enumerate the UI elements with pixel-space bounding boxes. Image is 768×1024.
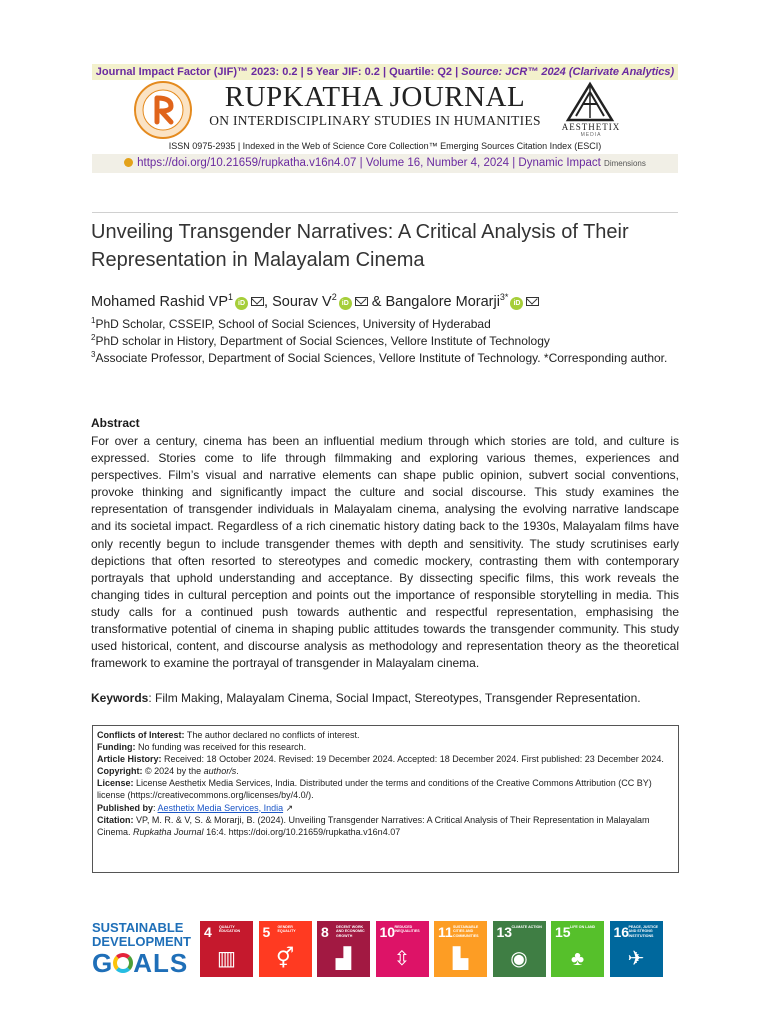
article-title-line2: Representation in Malayalam Cinema xyxy=(91,249,425,271)
email-icon[interactable] xyxy=(355,297,368,306)
sdg-tile-11 xyxy=(434,921,487,977)
affiliation-3: $^3$Associate Professor, Department of Social Sciences, Vellore Institute of Technology. *Corresponding author. xyxy=(91,350,668,365)
impact-factor-text: Journal Impact Factor (JIF)™ 2023: 0.2 | 5 Year JIF: 0.2 | Quartile: Q2 | xyxy=(95,66,462,78)
doi-banner xyxy=(92,154,678,173)
issn-indexing-line: ISSN 0975-2935 | Indexed in the Web of Science Core Collection™ Emerging Sources Citation Index (ESCI) xyxy=(168,141,602,151)
sdg-tile-13 xyxy=(493,921,546,977)
license-row: License: License Aesthetix Media Services, India. Distributed under the terms and conditions of the Creative Commons Attribution (CC BY) license (https://creativecommons.org/licenses/by/4.0/). xyxy=(97,778,652,801)
dimensions-badge[interactable]: Dimensions xyxy=(604,159,646,168)
author-affil-sup: 3* xyxy=(499,292,509,302)
sdg-tile-label: GENDER EQUALITY xyxy=(277,925,296,934)
email-icon[interactable] xyxy=(251,297,264,306)
sdg-tile-label: LIFE ON LAND xyxy=(570,925,596,929)
doi-link[interactable]: https://doi.org/10.21659/rupkatha.v16n4.07 | Volume 16, Number 4, 2024 | Dynamic Impact xyxy=(137,157,601,169)
book-icon: ▥ xyxy=(217,948,236,970)
keywords-label: Keywords xyxy=(91,691,149,705)
external-link-icon: ↗ xyxy=(283,802,294,813)
orcid-icon[interactable]: iD xyxy=(339,297,352,310)
sdg-tile-label: CLIMATE ACTION xyxy=(511,925,542,929)
sdg-tile-number: 16 xyxy=(613,924,630,940)
author-name: Mohamed Rashid VP xyxy=(91,293,229,310)
orcid-icon[interactable]: iD xyxy=(235,297,248,310)
copyright-row: Copyright: © 2024 by the author/s. xyxy=(97,766,239,777)
growth-icon: ▟ xyxy=(335,948,352,970)
open-access-icon xyxy=(124,158,133,167)
sdg-tile-16 xyxy=(610,921,663,977)
journal-title: RUPKATHA JOURNAL xyxy=(224,81,526,113)
article-info-box xyxy=(92,725,679,873)
affiliation-2: $^2$PhD scholar in History, Department of Social Sciences, Vellore Institute of Technology xyxy=(91,333,550,348)
sdg-tile-number: 10 xyxy=(379,924,396,940)
abstract-text: For over a century, cinema has been an influential medium through which stories are told, and culture is expressed. Stories come to life through filmmaking and exploring various themes, experiences and perspectives. Film’s visual and narrative elements can shape public opinion, subvert social conventions, provoke thinking and significantly impact the culture and social discourse. This study examines the representation of transgender individuals in Malayalam cinema, analysing the evolving narrative landscape and its societal impact. Regardless of a rich cinematic history dating back to the 1930s, Malayalam films have only recently begun to include transgender themes with depth and sensitivity. The study scrutinises early depictions that often resorted to stereotypes and comedic mockery, contrasting them with contemporary portrayals that uphold understanding and acceptance. By dissecting specific films, this work reveals the changing tides in cultural perception and points out the importance of responsible storytelling in media. This study calls for a continued push towards authentic and respectful representation, emphasising the transformative potential of cinema in shaping public attitudes towards the transgender community. This study used historical, content, and discourse analysis as methodology and representation theory as the theoretical framework to examine the portrayal of transgender in Malayalam cinema. xyxy=(91,434,679,671)
sdg-tile-5 xyxy=(259,921,312,977)
tree-icon: ♣ xyxy=(570,948,585,970)
sdg-tile-number: 15 xyxy=(555,924,571,940)
keywords xyxy=(91,691,681,705)
sdg-tile-8 xyxy=(317,921,370,977)
sdg-tile-label: DECENT WORK AND ECONOMIC GROWTH xyxy=(336,925,365,938)
author-name: , Sourav V xyxy=(264,293,332,310)
sdg-tile-number: 5 xyxy=(262,924,271,940)
sdg-tile-label: PEACE, JUSTICE AND STRONG INSTITUTIONS xyxy=(628,925,659,938)
impact-factor-banner xyxy=(92,64,678,80)
sdg-tile-label: REDUCED INEQUALITIES xyxy=(394,925,420,934)
gender-icon: ⚥ xyxy=(275,948,295,970)
sdg-tile-number: 8 xyxy=(321,924,329,940)
impact-factor-source: Source: JCR™ 2024 (Clarivate Analytics) xyxy=(461,66,675,78)
email-icon[interactable] xyxy=(526,297,539,306)
dove-icon: ✈ xyxy=(627,948,645,970)
funding-row: Funding: No funding was received for this research. xyxy=(97,742,307,753)
sdg-tile-label: SUSTAINABLE CITIES AND COMMUNITIES xyxy=(453,925,479,938)
sdg-tile-number: 4 xyxy=(204,924,212,940)
sdg-wheel-icon xyxy=(113,953,133,973)
equality-icon: ⇳ xyxy=(393,948,411,970)
history-row: Article History: Received: 18 October 2024. Revised: 19 December 2024. Accepted: 18 December 2024. First published: 23 December 2024. xyxy=(97,754,664,765)
sdg-tile-10 xyxy=(376,921,429,977)
article-title xyxy=(91,218,681,274)
abstract-heading: Abstract xyxy=(91,416,140,430)
eye-icon: ◉ xyxy=(510,948,528,970)
sdg-tile-4 xyxy=(200,921,253,977)
article-title-line1: Unveiling Transgender Narratives: A Critical Analysis of Their xyxy=(91,221,629,243)
published-row: Published by: Aesthetix Media Services, India ↗ xyxy=(97,802,294,813)
conflicts-row: Conflicts of Interest: The author declared no conflicts of interest. xyxy=(97,730,360,740)
author-affil-sup: 2 xyxy=(331,292,337,302)
sdg-tile-number: 13 xyxy=(496,924,513,940)
publisher-link[interactable]: Aesthetix Media Services, India xyxy=(157,802,284,813)
sdg-logo: SUSTAINABLE DEVELOPMENT G ALS xyxy=(92,920,191,978)
header-divider xyxy=(92,212,678,213)
journal-subtitle: ON INTERDISCIPLINARY STUDIES IN HUMANITIES xyxy=(209,113,541,128)
affiliation-1: $^1$PhD Scholar, CSSEIP, School of Social Sciences, University of Hyderabad xyxy=(91,316,491,331)
citation-row: Citation: VP, M. R. & V, S. & Morarji, B. (2024). Unveiling Transgender Narratives: A Critical Analysis of Their Representation in Malayalam Cinema. Rupkatha Journal 16:4. https://doi.org/10.21659/rupkatha.v16n4.07 xyxy=(97,814,650,837)
author-affil-sup: 1 xyxy=(228,292,234,302)
publisher-logo-sub: MEDIA xyxy=(580,132,602,138)
journal-seal-logo-icon xyxy=(133,80,193,140)
city-icon: ▙ xyxy=(452,948,469,970)
orcid-icon[interactable]: iD xyxy=(510,297,523,310)
sdg-tile-label: QUALITY EDUCATION xyxy=(219,925,241,934)
author-list xyxy=(91,292,681,310)
sdg-tile-15 xyxy=(551,921,604,977)
keywords-text: : Film Making, Malayalam Cinema, Social Impact, Stereotypes, Transgender Representation. xyxy=(148,691,641,705)
sdg-tile-number: 11 xyxy=(438,924,453,940)
author-name: & Bangalore Morarji xyxy=(367,293,500,310)
publisher-logo-name: AESTHETIX xyxy=(561,122,621,132)
